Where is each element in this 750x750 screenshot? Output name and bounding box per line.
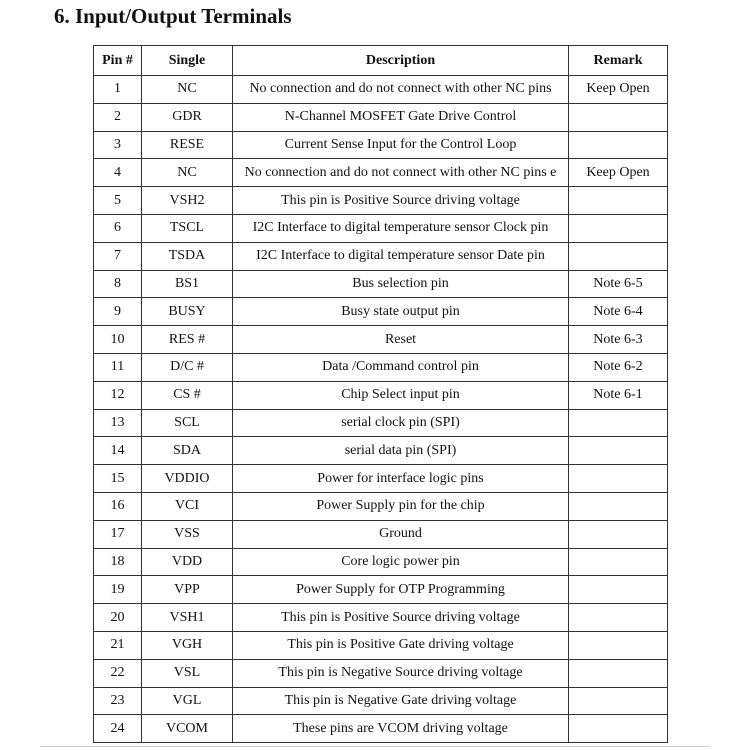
remark-cell bbox=[569, 131, 668, 159]
description-cell: No connection and do not connect with other NC pins bbox=[233, 76, 569, 104]
single-cell: TSCL bbox=[142, 214, 233, 242]
single-cell: GDR bbox=[142, 103, 233, 131]
single-cell: VCI bbox=[142, 492, 233, 520]
description-cell: Core logic power pin bbox=[233, 548, 569, 576]
remark-cell bbox=[569, 214, 668, 242]
single-cell: RESE bbox=[142, 131, 233, 159]
remark-cell: Note 6-1 bbox=[569, 381, 668, 409]
single-cell: SDA bbox=[142, 437, 233, 465]
table-row bbox=[94, 687, 668, 715]
remark-cell bbox=[569, 548, 668, 576]
description-cell: Chip Select input pin bbox=[233, 381, 569, 409]
remark-cell bbox=[569, 242, 668, 270]
description-cell: No connection and do not connect with other NC pins e bbox=[233, 159, 569, 187]
description-cell: I2C Interface to digital temperature sensor Date pin bbox=[233, 242, 569, 270]
table-row bbox=[94, 76, 668, 104]
header-description: Description bbox=[233, 46, 569, 76]
single-cell: NC bbox=[142, 76, 233, 104]
pin-cell: 18 bbox=[94, 548, 142, 576]
remark-cell bbox=[569, 520, 668, 548]
description-cell: Power Supply pin for the chip bbox=[233, 492, 569, 520]
single-cell: VDD bbox=[142, 548, 233, 576]
header-pin: Pin # bbox=[94, 46, 142, 76]
table-row bbox=[94, 353, 668, 381]
description-cell: serial data pin (SPI) bbox=[233, 437, 569, 465]
remark-cell bbox=[569, 631, 668, 659]
table-row bbox=[94, 409, 668, 437]
single-cell: VCOM bbox=[142, 715, 233, 743]
table-row bbox=[94, 326, 668, 354]
description-cell: This pin is Positive Gate driving voltage bbox=[233, 631, 569, 659]
pin-cell: 19 bbox=[94, 576, 142, 604]
remark-cell bbox=[569, 437, 668, 465]
table-row bbox=[94, 270, 668, 298]
remark-cell bbox=[569, 492, 668, 520]
remark-cell bbox=[569, 409, 668, 437]
remark-cell bbox=[569, 604, 668, 632]
remark-cell bbox=[569, 687, 668, 715]
description-cell: These pins are VCOM driving voltage bbox=[233, 715, 569, 743]
pin-cell: 20 bbox=[94, 604, 142, 632]
pin-cell: 7 bbox=[94, 242, 142, 270]
remark-cell bbox=[569, 187, 668, 215]
pin-cell: 14 bbox=[94, 437, 142, 465]
pin-cell: 12 bbox=[94, 381, 142, 409]
pin-cell: 16 bbox=[94, 492, 142, 520]
pin-cell: 11 bbox=[94, 353, 142, 381]
table-row bbox=[94, 520, 668, 548]
single-cell: VDDIO bbox=[142, 465, 233, 493]
table-row bbox=[94, 437, 668, 465]
description-cell: This pin is Positive Source driving voltage bbox=[233, 604, 569, 632]
single-cell: RES # bbox=[142, 326, 233, 354]
pin-cell: 2 bbox=[94, 103, 142, 131]
pin-cell: 1 bbox=[94, 76, 142, 104]
remark-cell: Note 6-4 bbox=[569, 298, 668, 326]
remark-cell bbox=[569, 465, 668, 493]
table-row bbox=[94, 659, 668, 687]
pin-cell: 17 bbox=[94, 520, 142, 548]
table-row bbox=[94, 159, 668, 187]
pin-cell: 13 bbox=[94, 409, 142, 437]
header-remark: Remark bbox=[569, 46, 668, 76]
remark-cell: Note 6-5 bbox=[569, 270, 668, 298]
description-cell: Data /Command control pin bbox=[233, 353, 569, 381]
single-cell: VSS bbox=[142, 520, 233, 548]
pin-cell: 9 bbox=[94, 298, 142, 326]
table-row bbox=[94, 187, 668, 215]
description-cell: N-Channel MOSFET Gate Drive Control bbox=[233, 103, 569, 131]
single-cell: VSL bbox=[142, 659, 233, 687]
table-row bbox=[94, 242, 668, 270]
page-bottom-rule bbox=[40, 746, 710, 747]
description-cell: This pin is Negative Source driving voltage bbox=[233, 659, 569, 687]
table-row bbox=[94, 631, 668, 659]
description-cell: Reset bbox=[233, 326, 569, 354]
description-cell: Ground bbox=[233, 520, 569, 548]
pin-table bbox=[93, 45, 668, 743]
pin-cell: 5 bbox=[94, 187, 142, 215]
description-cell: Power Supply for OTP Programming bbox=[233, 576, 569, 604]
pin-cell: 3 bbox=[94, 131, 142, 159]
section-title: 6. Input/Output Terminals bbox=[54, 4, 292, 28]
single-cell: VGH bbox=[142, 631, 233, 659]
pin-cell: 4 bbox=[94, 159, 142, 187]
single-cell: VPP bbox=[142, 576, 233, 604]
table-row bbox=[94, 214, 668, 242]
single-cell: D/C # bbox=[142, 353, 233, 381]
description-cell: serial clock pin (SPI) bbox=[233, 409, 569, 437]
single-cell: NC bbox=[142, 159, 233, 187]
remark-cell: Keep Open bbox=[569, 76, 668, 104]
single-cell: BS1 bbox=[142, 270, 233, 298]
single-cell: VSH1 bbox=[142, 604, 233, 632]
remark-cell: Note 6-3 bbox=[569, 326, 668, 354]
table-row bbox=[94, 465, 668, 493]
description-cell: Busy state output pin bbox=[233, 298, 569, 326]
pin-cell: 23 bbox=[94, 687, 142, 715]
pin-cell: 21 bbox=[94, 631, 142, 659]
description-cell: Power for interface logic pins bbox=[233, 465, 569, 493]
description-cell: Current Sense Input for the Control Loop bbox=[233, 131, 569, 159]
table-row bbox=[94, 492, 668, 520]
single-cell: TSDA bbox=[142, 242, 233, 270]
description-cell: This pin is Negative Gate driving voltage bbox=[233, 687, 569, 715]
remark-cell bbox=[569, 659, 668, 687]
description-cell: I2C Interface to digital temperature sensor Clock pin bbox=[233, 214, 569, 242]
pin-cell: 22 bbox=[94, 659, 142, 687]
table-row bbox=[94, 103, 668, 131]
remark-cell: Note 6-2 bbox=[569, 353, 668, 381]
pin-cell: 10 bbox=[94, 326, 142, 354]
remark-cell bbox=[569, 715, 668, 743]
description-cell: This pin is Positive Source driving voltage bbox=[233, 187, 569, 215]
single-cell: VSH2 bbox=[142, 187, 233, 215]
header-single: Single bbox=[142, 46, 233, 76]
table-row bbox=[94, 604, 668, 632]
description-cell: Bus selection pin bbox=[233, 270, 569, 298]
single-cell: CS # bbox=[142, 381, 233, 409]
single-cell: SCL bbox=[142, 409, 233, 437]
remark-cell: Keep Open bbox=[569, 159, 668, 187]
table-row bbox=[94, 576, 668, 604]
table-header-row bbox=[94, 46, 668, 76]
single-cell: BUSY bbox=[142, 298, 233, 326]
remark-cell bbox=[569, 103, 668, 131]
table-row bbox=[94, 298, 668, 326]
pin-cell: 8 bbox=[94, 270, 142, 298]
table-row bbox=[94, 715, 668, 743]
single-cell: VGL bbox=[142, 687, 233, 715]
remark-cell bbox=[569, 576, 668, 604]
pin-cell: 24 bbox=[94, 715, 142, 743]
table-row bbox=[94, 131, 668, 159]
pin-cell: 6 bbox=[94, 214, 142, 242]
pin-cell: 15 bbox=[94, 465, 142, 493]
table-body bbox=[94, 76, 668, 743]
table-row bbox=[94, 548, 668, 576]
table-row bbox=[94, 381, 668, 409]
